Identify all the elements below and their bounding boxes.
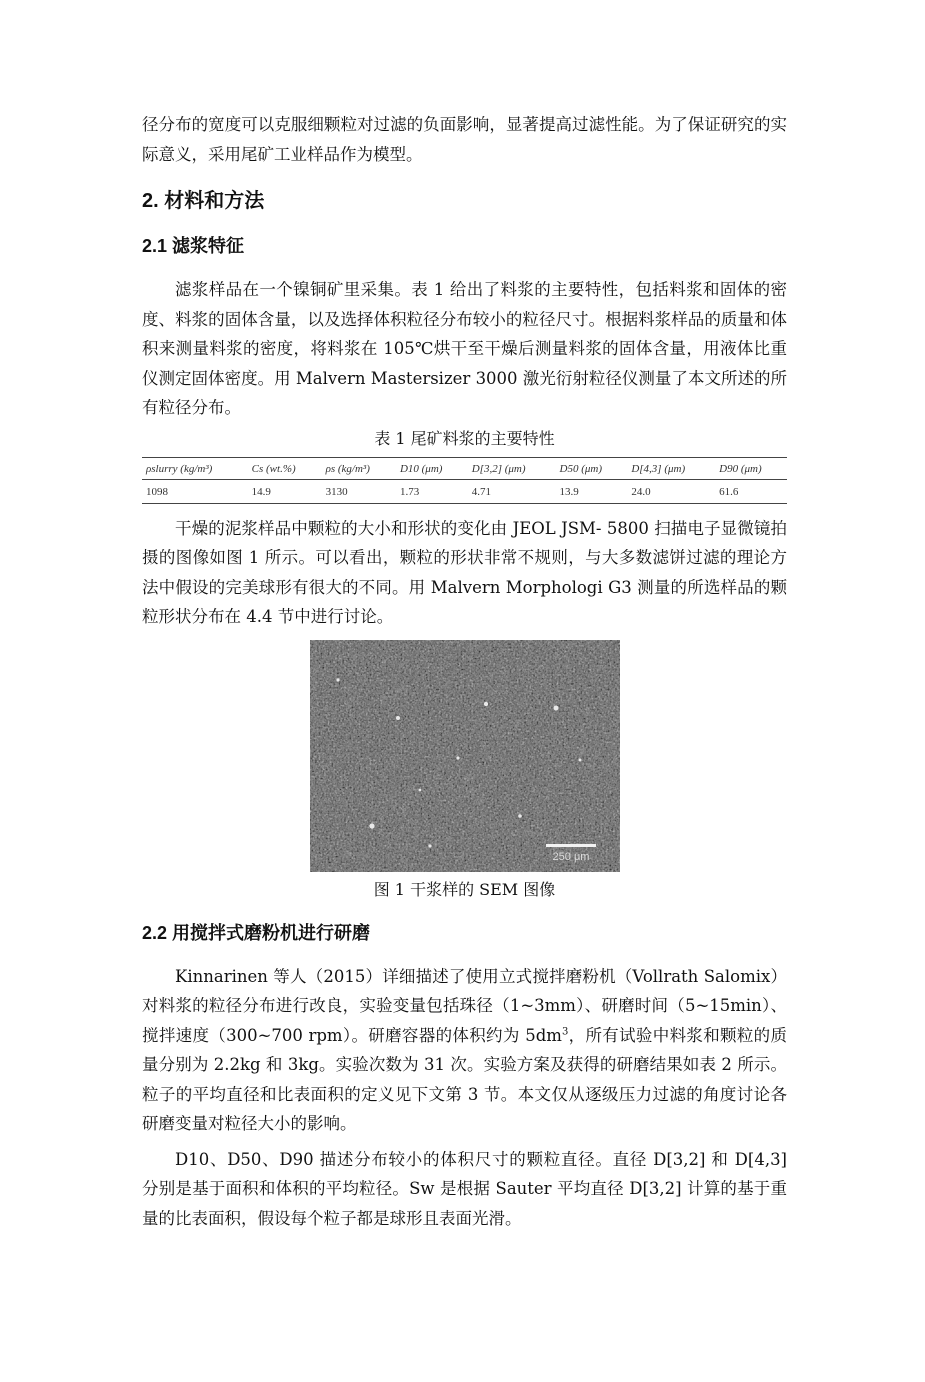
table-cell: 61.6: [715, 479, 787, 503]
section-2-2-paragraph-1-part-b: ，所有试验中料浆和颗粒的质量分别为 2.2kg 和 3kg。实验次数为 31 次。实验方案及获得的研磨结果如表 2 所示。粒子的平均直径和比表面积的定义见下文第 3 节。本文仅从逐级压力过滤的角度讨论各研磨变量对粒径大小的影响。: [142, 1025, 787, 1133]
section-2-2-paragraph-1-part-a: Kinnarinen 等人（2015）详细描述了使用立式搅拌磨粉机（Vollrath Salomix）对料浆的粒径分布进行改良，实验变量包括珠径（1~3mm）、研磨时间（5~15min）、搅拌速度（300~700 rpm）。研磨容器的体积约为 5dm: [142, 966, 787, 1045]
table-header-cell: ρs (kg/m³): [322, 457, 396, 479]
section-2-2-paragraph-2: D10、D50、D90 描述分布较小的体积尺寸的颗粒直径。直径 D[3,2] 和 D[4,3] 分别是基于面积和体积的平均粒径。Sw 是根据 Sauter 平均直径 D[3,2] 计算的基于重量的比表面积，假设每个粒子都是球形且表面光滑。: [142, 1149, 787, 1228]
section-2-1-paragraph-1: 滤浆样品在一个镍铜矿里采集。表 1 给出了料浆的主要特性，包括料浆和固体的密度、料浆的固体含量，以及选择体积粒径分布较小的粒径尺寸。根据料浆样品的质量和体积来测量料浆的密度，将料浆在 105℃烘干至干燥后测量料浆的固体含量，用液体比重仪测定固体密度。用 Malvern Mastersizer 3000 激光衍射粒径仪测量了本文所述的所有粒径分布。: [142, 280, 787, 417]
table-cell: 24.0: [627, 479, 715, 503]
table-header-cell: D50 (μm): [556, 457, 628, 479]
section-2-1-heading: 2.1 滤浆特征: [142, 236, 245, 256]
table-cell: 1098: [142, 479, 248, 503]
section-2-1-paragraph-2: 干燥的泥浆样品中颗粒的大小和形状的变化由 JEOL JSM- 5800 扫描电子显微镜拍摄的图像如图 1 所示。可以看出，颗粒的形状非常不规则，与大多数滤饼过滤的理论方法中假设的完美球形有很大的不同。用 Malvern Morphologi G3 测量的所选样品的颗粒形状分布在 4.4 节中进行讨论。: [142, 518, 787, 626]
scale-bar: [546, 844, 596, 863]
section-2-2-heading: 2.2 用搅拌式磨粉机进行研磨: [142, 922, 371, 943]
table-header-cell: Cs (wt.%): [248, 457, 322, 479]
table-header-cell: D10 (μm): [396, 457, 468, 479]
table-row: [142, 479, 787, 503]
section-2-heading: 2. 材料和方法: [142, 190, 265, 212]
table-1-caption: 表 1 尾矿料浆的主要特性: [374, 428, 555, 448]
sem-image-graphic: [310, 640, 620, 872]
page-content: [142, 110, 787, 1233]
table-1: [142, 457, 787, 504]
intro-paragraph-tail: 径分布的宽度可以克服细颗粒对过滤的负面影响，显著提高过滤性能。为了保证研究的实际意义，采用尾矿工业样品作为模型。: [142, 115, 787, 164]
table-header-cell: ρslurry (kg/m³): [142, 457, 248, 479]
table-cell: 3130: [322, 479, 396, 503]
table-cell: 13.9: [556, 479, 628, 503]
sem-image: [310, 640, 620, 872]
superscript: 3: [561, 1026, 569, 1037]
table-cell: 1.73: [396, 479, 468, 503]
table-1-header-row: [142, 457, 787, 479]
scale-bar-label: 250 μm: [552, 850, 589, 863]
table-cell: 14.9: [248, 479, 322, 503]
table-header-cell: D[3,2] (μm): [468, 457, 556, 479]
figure-1-caption: 图 1 干浆样的 SEM 图像: [373, 879, 556, 899]
table-header-cell: D90 (μm): [715, 457, 787, 479]
table-header-cell: D[4,3] (μm): [627, 457, 715, 479]
table-cell: 4.71: [468, 479, 556, 503]
section-2-2-paragraph-1: [142, 962, 787, 1139]
